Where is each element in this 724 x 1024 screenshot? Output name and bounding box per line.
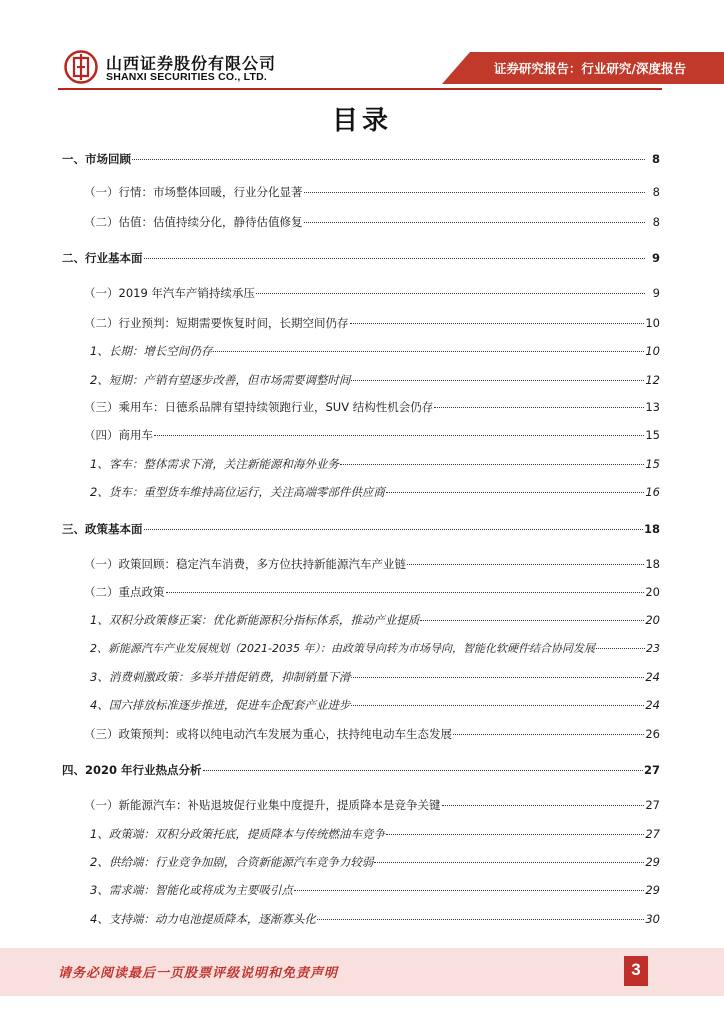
- toc-leader: [386, 833, 645, 835]
- toc-leader: [132, 158, 645, 160]
- toc-page: 18: [645, 557, 660, 571]
- company-logo-icon: [64, 50, 98, 84]
- toc-page: 29: [645, 855, 660, 869]
- toc-page: 30: [645, 912, 660, 926]
- toc-label: 2、新能源汽车产业发展规划（2021-2035 年）：由政策导向转为市场导向，智能化软硬件结合协同发展: [90, 642, 595, 655]
- toc-label: 2、货车：重型货车维持高位运行，关注高端零部件供应商: [90, 485, 385, 499]
- toc-entry[interactable]: [90, 372, 660, 390]
- toc-leader: [203, 769, 643, 771]
- toc-label: 3、需求端：智能化或将成为主要吸引点: [90, 883, 293, 897]
- toc-page: 27: [645, 798, 660, 812]
- toc-entry[interactable]: [90, 456, 660, 474]
- toc-label: 一、市场回顾: [62, 152, 131, 166]
- toc-leader: [144, 528, 643, 530]
- toc-leader: [294, 889, 645, 891]
- toc-entry[interactable]: [90, 640, 660, 658]
- toc-entry[interactable]: [62, 250, 660, 268]
- toc-label: 四、2020 年行业热点分析: [62, 763, 202, 777]
- toc-leader: [351, 676, 644, 678]
- page-number: 3: [631, 960, 641, 979]
- toc-label: （一）行情：市场整体回暖，行业分化显著: [84, 185, 303, 199]
- toc-page: 12: [645, 373, 660, 387]
- toc-label: （二）重点政策: [84, 585, 165, 599]
- toc-leader: [596, 647, 645, 649]
- toc-entry[interactable]: [84, 797, 660, 815]
- toc-label: （三）乘用车：日德系品牌有望持续领跑行业，SUV 结构性机会仍存: [84, 400, 434, 414]
- toc-entry[interactable]: [84, 584, 660, 602]
- toc-label: （一）2019 年汽车产销持续承压: [84, 286, 255, 300]
- toc-label: （二）行业预判：短期需要恢复时间，长期空间仍存: [84, 316, 349, 330]
- toc-label: （二）估值：估值持续分化，静待估值修复: [84, 215, 303, 229]
- toc-label: （一）政策回顾：稳定汽车消费，多方位扶持新能源汽车产业链: [84, 557, 406, 571]
- toc-label: （一）新能源汽车：补贴退坡促行业集中度提升，提质降本是竞争关键: [84, 798, 441, 812]
- toc-leader: [256, 292, 645, 294]
- toc-entry[interactable]: [62, 151, 660, 169]
- toc-leader: [453, 733, 644, 735]
- toc-entry[interactable]: [90, 911, 660, 929]
- toc-entry[interactable]: [90, 697, 660, 715]
- report-type-label: 证券研究报告：行业研究/深度报告: [493, 61, 686, 76]
- toc-leader: [304, 191, 646, 193]
- toc-label: 3、消费刺激政策：多举并措促销费，抑制销量下滑: [90, 670, 351, 684]
- toc-page: 20: [645, 585, 660, 599]
- toc-leader: [144, 257, 646, 259]
- toc-leader: [386, 491, 645, 493]
- disclaimer-notice: 请务必阅读最后一页股票评级说明和免责声明: [58, 966, 339, 981]
- toc-page: 18: [643, 522, 660, 536]
- toc-leader: [374, 861, 644, 863]
- toc-label: 1、客车：整体需求下滑，关注新能源和海外业务: [90, 457, 339, 471]
- toc-label: 三、政策基本面: [62, 522, 143, 536]
- page-header: [0, 0, 724, 90]
- toc-entry[interactable]: [90, 484, 660, 502]
- toc-entry[interactable]: [90, 669, 660, 687]
- toc-page: 16: [645, 485, 660, 499]
- toc-page: 27: [643, 763, 660, 777]
- toc-label: 二、行业基本面: [62, 251, 143, 265]
- toc-page: 9: [652, 286, 660, 300]
- toc-entry[interactable]: [90, 882, 660, 900]
- toc-leader: [351, 704, 644, 706]
- toc-page: 9: [651, 251, 660, 265]
- toc-page: 8: [652, 185, 660, 199]
- toc-entry[interactable]: [90, 854, 660, 872]
- toc-page: 27: [645, 827, 660, 841]
- company-name-cn: 山西证券股份有限公司: [106, 54, 277, 73]
- toc-entry[interactable]: [84, 556, 660, 574]
- toc-page: 15: [645, 428, 660, 442]
- toc-leader: [317, 918, 645, 920]
- toc-leader: [304, 221, 646, 223]
- toc-entry[interactable]: [90, 612, 660, 630]
- toc-entry[interactable]: [84, 399, 660, 417]
- toc-page: 8: [652, 215, 660, 229]
- toc-page: 26: [645, 727, 660, 741]
- toc-page: 20: [645, 613, 660, 627]
- header-divider: [58, 88, 662, 90]
- toc-leader: [407, 563, 644, 565]
- toc-entry[interactable]: [84, 427, 660, 445]
- toc-entry[interactable]: [84, 315, 660, 333]
- toc-leader: [340, 463, 645, 465]
- toc-leader: [166, 591, 645, 593]
- toc-leader: [213, 350, 644, 352]
- toc-leader: [420, 619, 644, 621]
- toc-leader: [154, 434, 644, 436]
- toc-label: （三）政策预判：或将以纯电动汽车发展为重心，扶持纯电动车生态发展: [84, 727, 452, 741]
- toc-entry[interactable]: [84, 285, 660, 303]
- toc-label: 1、双积分政策修正案：优化新能源积分指标体系，推动产业提质: [90, 613, 420, 627]
- toc-leader: [442, 804, 645, 806]
- toc-page: 29: [645, 883, 660, 897]
- toc-leader: [350, 322, 645, 324]
- toc-entry[interactable]: [90, 826, 660, 844]
- toc-leader: [434, 406, 644, 408]
- toc-entry[interactable]: [84, 184, 660, 202]
- toc-label: 2、供给端：行业竞争加剧，合资新能源汽车竞争力较弱: [90, 855, 374, 869]
- toc-page: 10: [645, 344, 660, 358]
- toc-page: 10: [645, 316, 660, 330]
- toc-page: 15: [645, 457, 660, 471]
- toc-label: 4、支持端：动力电池提质降本，逐渐寡头化: [90, 912, 316, 926]
- toc-page: 24: [645, 698, 660, 712]
- toc-entry[interactable]: [62, 762, 660, 780]
- toc-page: 23: [646, 642, 660, 655]
- toc-label: （四）商用车: [84, 428, 153, 442]
- toc-label: 1、长期：增长空间仍存: [90, 344, 213, 358]
- toc-label: 1、政策端：双积分政策托底，提质降本与传统燃油车竞争: [90, 827, 385, 841]
- toc-page: 13: [645, 400, 660, 414]
- toc-entry[interactable]: [62, 521, 660, 539]
- toc-page: 24: [645, 670, 660, 684]
- toc-label: 2、短期：产销有望逐步改善，但市场需要调整时间: [90, 373, 351, 387]
- toc-entry[interactable]: [84, 726, 660, 744]
- toc-page: 8: [651, 152, 660, 166]
- page-title: 目录: [331, 106, 392, 136]
- toc-entry[interactable]: [84, 214, 660, 232]
- toc-label: 4、国六排放标准逐步推进，促进车企配套产业进步: [90, 698, 351, 712]
- toc-entry[interactable]: [90, 343, 660, 361]
- toc-leader: [351, 379, 644, 381]
- company-name-en: SHANXI SECURITIES CO., LTD.: [106, 71, 267, 83]
